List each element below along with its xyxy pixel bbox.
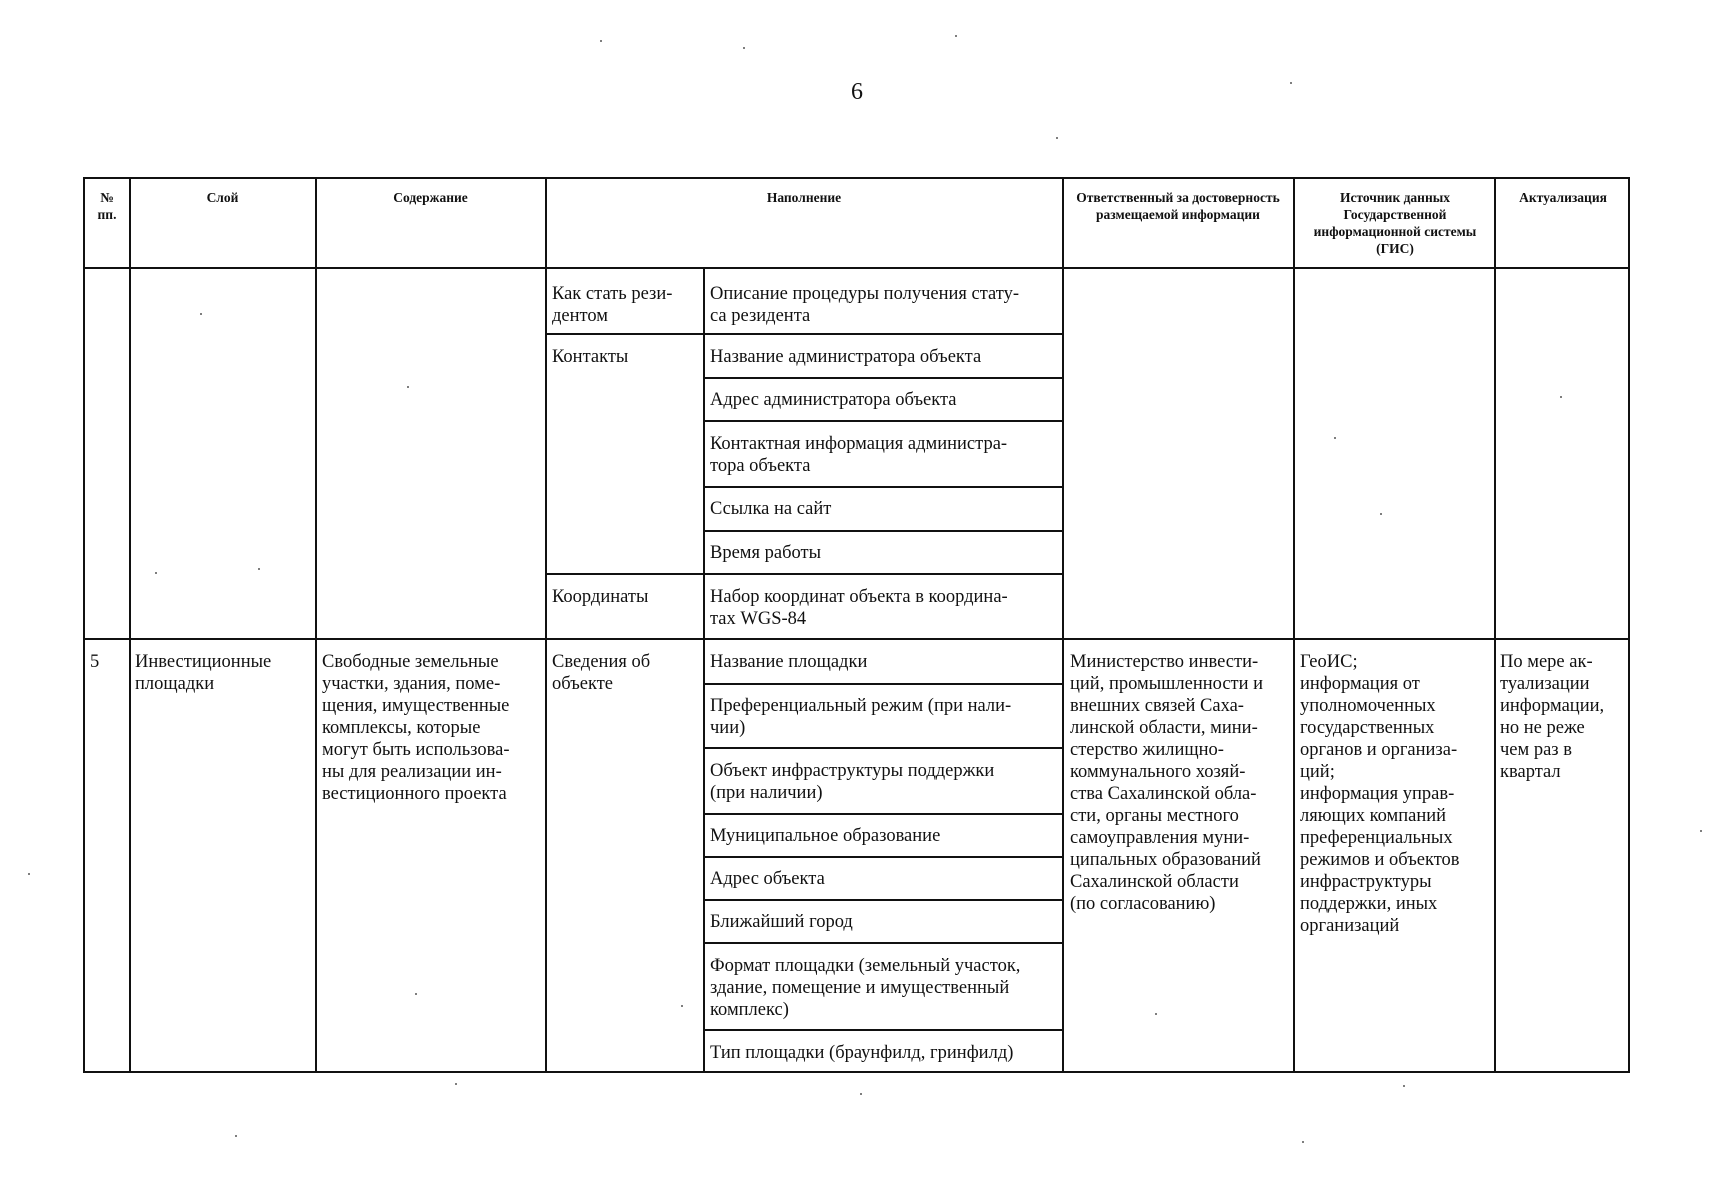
group-how-to-become-resident: Как стать рези- дентом (552, 284, 673, 326)
scan-speck (28, 873, 30, 875)
row-divider (703, 420, 1062, 422)
scan-speck (955, 35, 957, 37)
scan-speck (1403, 1085, 1405, 1087)
scan-speck (155, 572, 157, 574)
header-filling: Наполнение (766, 190, 842, 205)
scan-speck (860, 1093, 862, 1095)
row-divider (545, 333, 1062, 335)
column-divider (315, 177, 317, 1073)
scan-speck (407, 386, 409, 388)
coordinates-set: Набор координат объекта в координа- тах WGS-84 (710, 587, 1008, 629)
row-divider (703, 899, 1062, 901)
row-divider (545, 573, 1062, 575)
layer-content: Свободные земельные участки, здания, поме- щения, имущественные комплексы, которые могут быть использова- ны для реализации ин- вестиционного проекта (322, 652, 510, 804)
scan-speck (600, 40, 602, 42)
object-address: Адрес объекта (710, 869, 825, 889)
admin-address: Адрес администратора объекта (710, 390, 957, 410)
scan-speck (1056, 137, 1058, 139)
update-frequency: По мере ак- туализации информации, но не реже чем раз в квартал (1500, 652, 1605, 782)
row-divider (703, 1029, 1062, 1031)
header-content: Содержание (393, 190, 468, 205)
header-layer: Слой (206, 190, 239, 205)
header-source: Источник данных Государственной информационной системы (ГИС) (1313, 190, 1477, 256)
row-divider (703, 856, 1062, 858)
scan-speck (1290, 82, 1292, 84)
nearest-city: Ближайший город (710, 912, 853, 932)
scan-speck (743, 47, 745, 49)
preferential-regime: Преференциальный режим (при нали- чии) (710, 696, 1012, 738)
scan-speck (681, 1005, 683, 1007)
scan-speck (1302, 1141, 1304, 1143)
site-format: Формат площадки (земельный участок, здание, помещение и имущественный комплекс) (710, 956, 1021, 1020)
scan-speck (455, 1083, 457, 1085)
page-number: 6 (851, 79, 863, 105)
scan-speck (415, 993, 417, 995)
site-type: Тип площадки (браунфилд, гринфилд) (710, 1043, 1014, 1063)
column-divider (545, 177, 547, 1073)
group-object-info: Сведения об объекте (552, 652, 651, 694)
row-divider (703, 486, 1062, 488)
responsible-party: Министерство инвести- ций, промышленности и внешних связей Саха- линской области, мини- стерство жилищно- коммунального хозяй- ства Сахалинской обла- сти, органы местного самоуправления муни- ципальных образований Сахалинской области (по согласованию) (1070, 652, 1264, 914)
municipality: Муниципальное образование (710, 826, 941, 846)
scan-speck (1334, 437, 1336, 439)
column-divider (703, 267, 705, 1073)
scan-speck (200, 313, 202, 315)
resident-procedure-description: Описание процедуры получения стату- са резидента (710, 284, 1020, 326)
row-divider (703, 530, 1062, 532)
group-contacts: Контакты (552, 347, 629, 367)
admin-contact-info: Контактная информация администра- тора объекта (710, 434, 1008, 476)
row-divider (83, 638, 1630, 640)
row-divider (703, 942, 1062, 944)
header-responsible: Ответственный за достоверность размещаемой информации (1076, 190, 1280, 222)
work-hours: Время работы (710, 543, 822, 563)
header-divider (83, 267, 1630, 269)
column-divider (1062, 177, 1064, 1073)
admin-name: Название администратора объекта (710, 347, 982, 367)
scan-speck (235, 1135, 237, 1137)
site-name: Название площадки (710, 652, 868, 672)
website-link: Ссылка на сайт (710, 499, 832, 519)
scan-speck (1155, 1013, 1157, 1015)
scan-speck (258, 568, 260, 570)
row-divider (703, 377, 1062, 379)
row-divider (703, 683, 1062, 685)
row-number: 5 (90, 652, 100, 672)
scan-speck (1380, 513, 1382, 515)
header-update: Актуализация (1519, 190, 1607, 205)
support-infrastructure: Объект инфраструктуры поддержки (при наличии) (710, 761, 995, 803)
scan-speck (1560, 396, 1562, 398)
data-source: ГеоИС; информация от уполномоченных государственных органов и организа- ций; информация управ- ляющих компаний преференциальных режимов и объектов инфраструктуры поддержки, иных организаций (1300, 652, 1460, 936)
layer-name: Инвестиционные площадки (135, 652, 272, 694)
scan-speck (1700, 830, 1702, 832)
column-divider (129, 177, 131, 1073)
row-divider (703, 747, 1062, 749)
header-num: № пп. (97, 190, 117, 222)
row-divider (703, 813, 1062, 815)
column-divider (1494, 177, 1496, 1073)
column-divider (1293, 177, 1295, 1073)
group-coordinates: Координаты (552, 587, 649, 607)
